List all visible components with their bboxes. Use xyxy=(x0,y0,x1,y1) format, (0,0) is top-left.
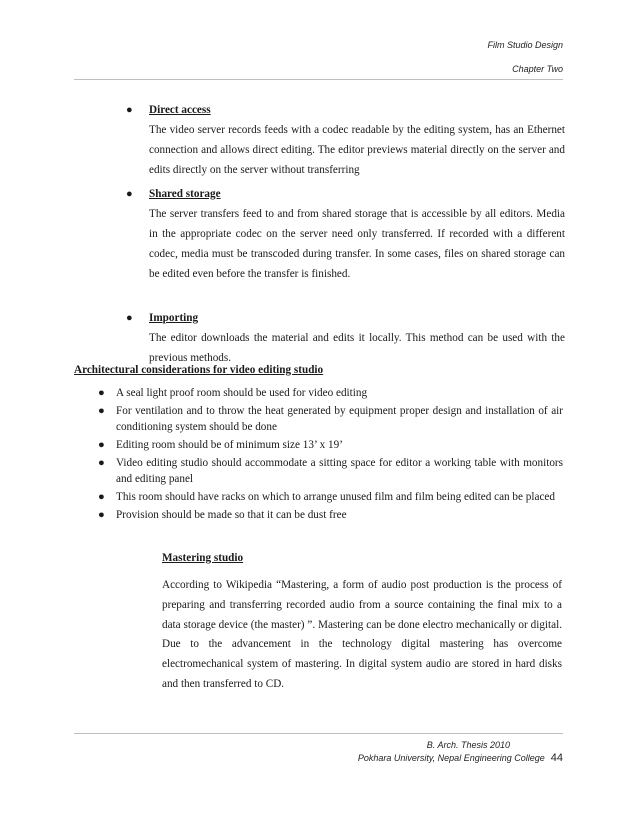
section-title: Shared storage xyxy=(149,188,221,200)
footer-thesis: B. Arch. Thesis 2010 xyxy=(426,740,510,750)
page-number: 44 xyxy=(550,752,563,764)
list-item xyxy=(98,385,563,401)
bullet-icon: ● xyxy=(98,509,105,521)
list-item-text: A seal light proof room should be used for video editing xyxy=(116,387,368,399)
mastering-text: According to Wikipedia “Mastering, a form of audio post production is the process of preparing and transferring recorded audio from a source containing the final mix to a data storage device (the master) ”. Mastering can be done electro mechanically or digital. Due to the advancement in the technology digital mastering has overcome electromechanical system of mastering. In digital system audio are stored in hard disks and then transferred to CD. xyxy=(162,579,562,690)
list-item-text: This room should have racks on which to arrange unused film and film being edited can be placed xyxy=(116,491,555,503)
footer-institution: Pokhara University, Nepal Engineering College xyxy=(357,753,545,763)
section-text: The server transfers feed to and from shared storage that is accessible by all editors. Media in the appropriate codec on the server need only transferred. If recorded with a different codec, media must be transcoded during transfer. In some cases, files on shared storage can be edited even before the transfer is finished. xyxy=(149,208,565,280)
footer-divider xyxy=(74,733,563,734)
bullet-icon: ● xyxy=(98,491,105,503)
section-text: The editor downloads the material and edits it locally. This method can be used with the previous methods. xyxy=(149,332,565,364)
bullet-icon: ● xyxy=(126,188,133,200)
header-divider xyxy=(74,79,563,80)
list-item xyxy=(98,437,563,453)
bullet-icon: ● xyxy=(126,312,133,324)
bullet-icon: ● xyxy=(98,405,105,417)
section-direct-access xyxy=(120,100,565,180)
header-doc-title: Film Studio Design xyxy=(487,40,563,50)
list-item xyxy=(98,455,563,487)
section-importing xyxy=(120,308,565,368)
section-text: The video server records feeds with a codec readable by the editing system, has an Ethernet connection and allows direct editing. The editor previews material directly on the server and edits directly on the server without transferring xyxy=(149,124,565,176)
section-title: Importing xyxy=(149,312,199,324)
bullet-icon: ● xyxy=(98,457,105,469)
list-item xyxy=(98,489,563,505)
bullet-icon: ● xyxy=(98,387,105,399)
list-item xyxy=(98,507,563,523)
list-item-text: Video editing studio should accommodate a sitting space for editor a working table with monitors and editing panel xyxy=(116,457,563,485)
list-item-text: Editing room should be of minimum size 13’ x 19’ xyxy=(116,439,343,451)
section-shared-storage xyxy=(120,184,565,284)
bullet-icon: ● xyxy=(126,104,133,116)
architectural-heading: Architectural considerations for video editing studio xyxy=(74,364,324,376)
list-item xyxy=(98,403,563,435)
header-chapter: Chapter Two xyxy=(512,64,563,74)
architectural-list xyxy=(98,385,563,525)
list-item-text: Provision should be made so that it can be dust free xyxy=(116,509,347,521)
bullet-icon: ● xyxy=(98,439,105,451)
section-title: Direct access xyxy=(149,104,211,116)
footer-line xyxy=(358,752,563,764)
list-item-text: For ventilation and to throw the heat generated by equipment proper design and installation of air conditioning system should be done xyxy=(116,405,563,433)
mastering-heading: Mastering studio xyxy=(162,552,244,564)
